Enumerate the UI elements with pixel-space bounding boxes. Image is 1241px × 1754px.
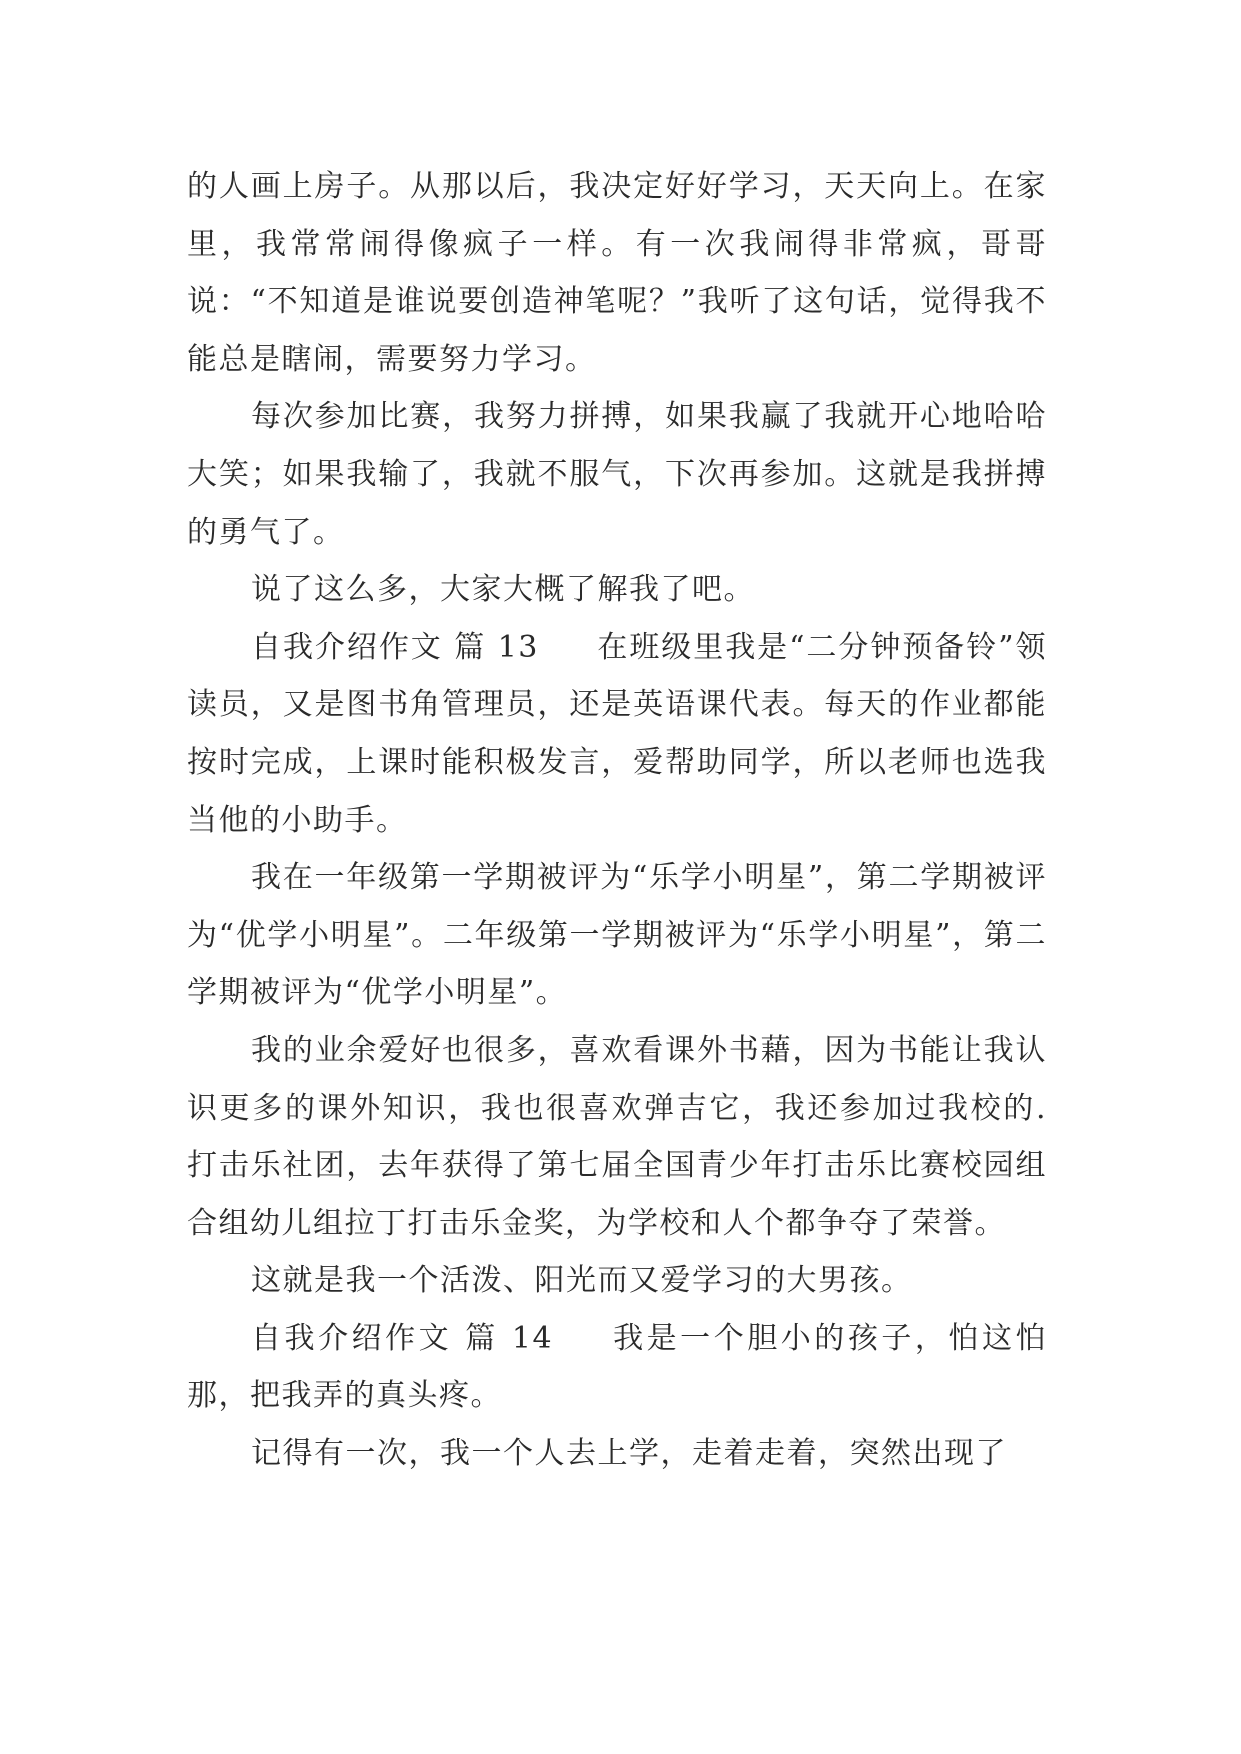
paragraph-with-heading — [187, 619, 1047, 849]
paragraph-continuation: 的人画上房子。从那以后，我决定好好学习，天天向上。在家里，我常常闹得像疯子一样。有一次我闹得非常疯，哥哥说：“不知道是谁说要创造神笔呢？”我听了这句话，觉得我不能总是瞎闹，需要努力学习。 — [187, 169, 1047, 377]
paragraph-text: 在班级里我是“二分钟预备铃”领读员，又是图书角管理员，还是英语课代表。每天的作业都能按时完成，上课时能积极发言，爱帮助同学，所以老师也选我当他的小助手。 — [187, 629, 1047, 838]
essay-heading: 自我介绍作文 篇 14 — [251, 1320, 554, 1356]
paragraph: 我在一年级第一学期被评为“乐学小明星”，第二学期被评为“优学小明星”。二年级第一学期被评为“乐学小明星”，第二学期被评为“优学小明星”。 — [187, 860, 1047, 1011]
paragraph-with-heading — [187, 1310, 1047, 1425]
paragraph: 我的业余爱好也很多，喜欢看课外书藉，因为书能让我认识更多的课外知识，我也很喜欢弹吉它，我还参加过我校的.打击乐社团，去年获得了第七届全国青少年打击乐比赛校园组合组幼儿组拉丁打击乐金奖，为学校和人个都争夺了荣誉。 — [187, 1032, 1047, 1241]
paragraph-text: 我是一个胆小的孩子，怕这怕那，把我弄的真头疼。 — [187, 1320, 1048, 1414]
paragraph: 说了这么多，大家大概了解我了吧。 — [251, 572, 755, 608]
paragraph: 每次参加比赛，我努力拼搏，如果我赢了我就开心地哈哈大笑；如果我输了，我就不服气，下次再参加。这就是我拼搏的勇气了。 — [187, 399, 1047, 550]
document-body — [187, 158, 1047, 1483]
paragraph: 这就是我一个活泼、阳光而又爱学习的大男孩。 — [251, 1263, 913, 1299]
essay-heading: 自我介绍作文 篇 13 — [251, 629, 539, 665]
paragraph: 记得有一次，我一个人去上学，走着走着，突然出现了 — [251, 1436, 1007, 1472]
